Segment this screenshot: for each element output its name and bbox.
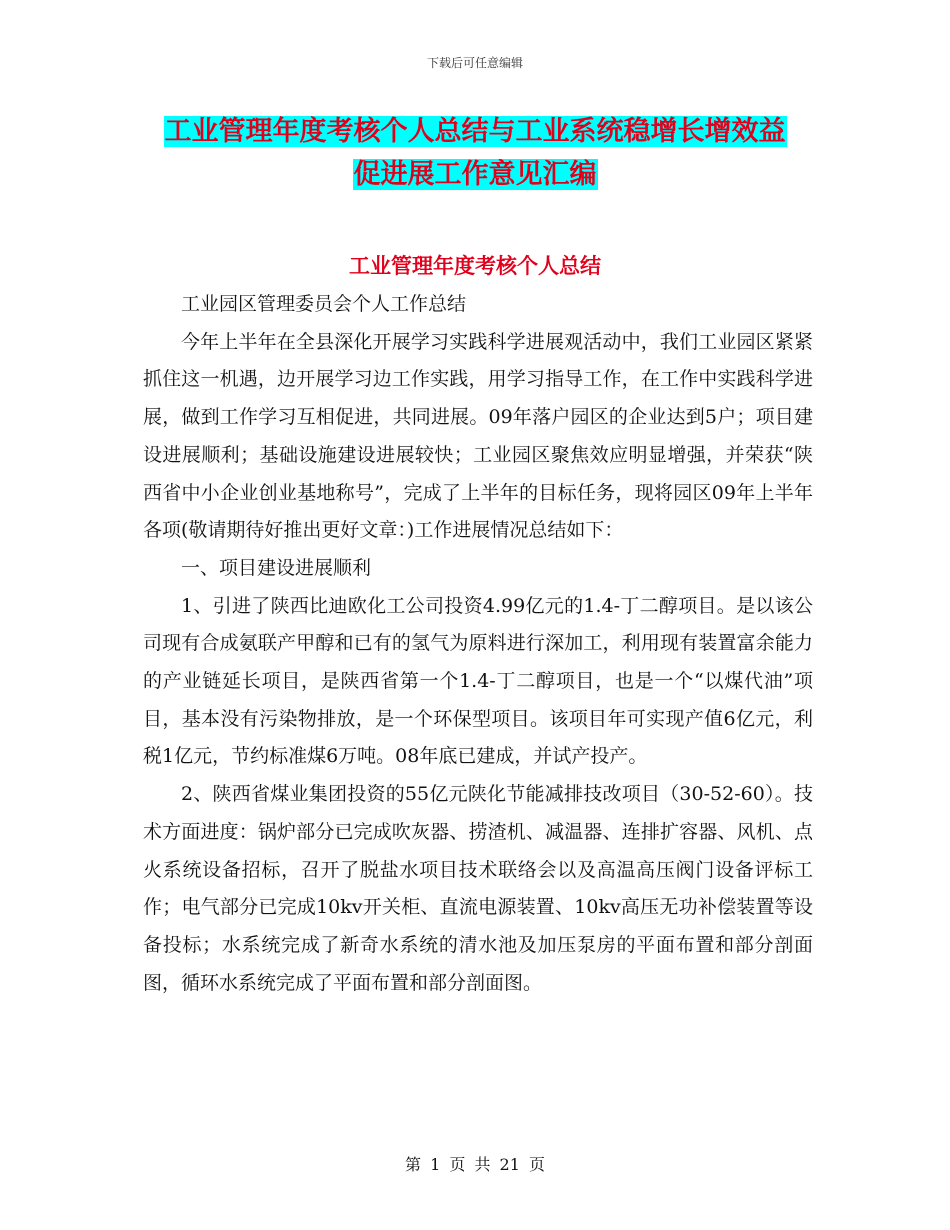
paragraph: 今年上半年在全县深化开展学习实践科学进展观活动中，我们工业园区紧紧抓住这一机遇，边开展学习边工作实践，用学习指导工作，在工作中实践科学进展，做到工作学习互相促进，共同进展。09年落户园区的企业达到5户；项目建设进展顺利；基础设施建设进展较快；工业园区聚焦效应明显增强，并荣获“陕西省中小企业创业基地称号”，完成了上半年的目标任务，现将园区09年上半年各项(敬请期待好推出更好文章：)工作进展情况总结如下： [143,330,813,542]
paragraph: 工业园区管理委员会个人工作总结 [181,293,467,315]
header-note: 下载后可任意编辑 [426,56,523,70]
page-footer: 第 1 页 共 21 页 [405,1155,545,1174]
document-title [0,110,950,196]
section-title: 工业管理年度考核个人总结 [349,254,601,278]
paragraph: 1、引进了陕西比迪欧化工公司投资4.99亿元的1.4-丁二醇项目。是以该公司现有合成氨联产甲醇和已有的氢气为原料进行深加工，利用现有装置富余能力的产业链延长项目，是陕西省第一个1.4-丁二醇项目，也是一个“以煤代油”项目，基本没有污染物排放，是一个环保型项目。该项目年可实现产值6亿元，利税1亿元，节约标准煤6万吨。08年底已建成，并试产投产。 [143,594,813,768]
body-text [143,286,813,1002]
paragraph: 2、陕西省煤业集团投资的55亿元陕化节能减排技改项目（30-52-60）。技术方面进度：锅炉部分已完成吹灰器、捞渣机、减温器、连排扩容器、风机、点火系统设备招标，召开了脱盐水项目技术联络会以及高温高压阀门设备评标工作；电气部分已完成10kv开关柜、直流电源装置、10kv高压无功补偿装置等设备投标；水系统完成了新奇水系统的清水池及加压泵房的平面布置和部分剖面图，循环水系统完成了平面布置和部分剖面图。 [143,783,813,994]
title-line-2: 促进展工作意见汇编 [353,159,597,190]
paragraph: 一、项目建设进展顺利 [181,556,372,579]
title-line-1: 工业管理年度考核个人总结与工业系统稳增长增效益 [164,116,786,147]
